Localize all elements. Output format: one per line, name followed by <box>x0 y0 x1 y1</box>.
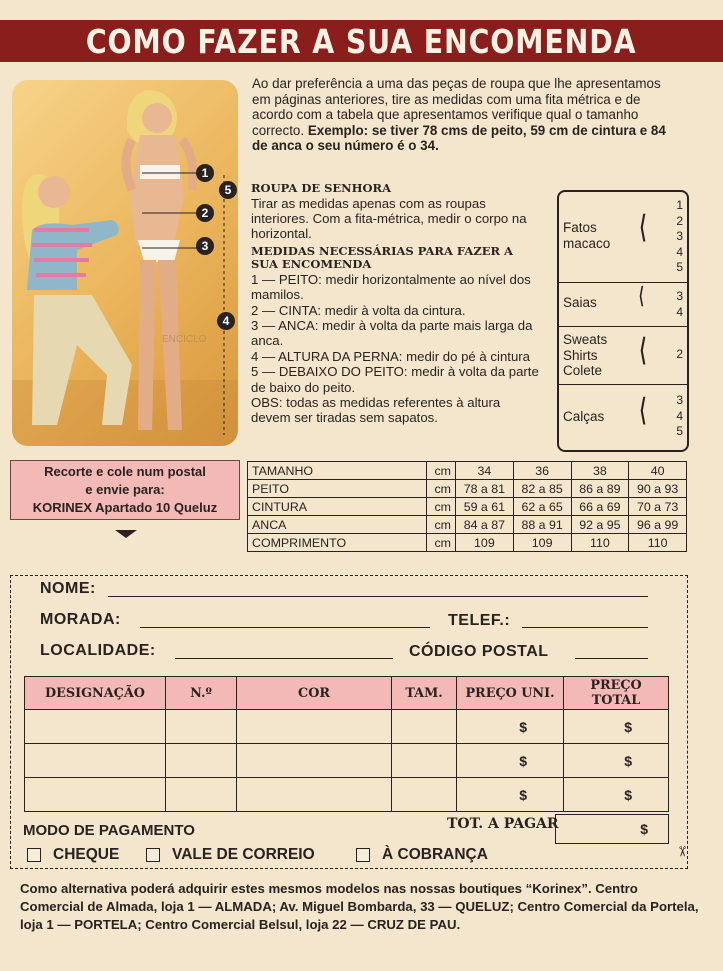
table-cell: 84 a 87 <box>456 516 514 534</box>
table-cell: ANCA <box>248 516 427 534</box>
table-cell: 88 a 91 <box>513 516 571 534</box>
table-cell: 36 <box>513 462 571 480</box>
preco-uni-cell[interactable]: $ <box>457 744 564 778</box>
item-cinta: 2 — CINTA: medir à volta da cintura. <box>251 302 466 318</box>
localidade-label: LOCALIDADE: <box>40 642 156 659</box>
numero-cell[interactable] <box>166 710 237 744</box>
order-header-row <box>25 677 669 710</box>
watermark: ENCICLO <box>162 334 207 345</box>
size-guide-box <box>557 190 689 452</box>
table-cell: 82 a 85 <box>513 480 571 498</box>
tam-cell[interactable] <box>392 778 457 812</box>
payment-option-cobranca[interactable] <box>356 846 488 864</box>
item-peito: 1 — PEITO: medir horizontalmente ao nível dos mamilos. <box>251 271 531 303</box>
table-row <box>25 778 669 812</box>
scissors-icon: ✂ <box>674 845 691 858</box>
intro-example: Exemplo: se tiver 78 cms de peito, 59 cm de cintura e 84 de anca o seu número é o 34. <box>252 122 666 154</box>
table-row <box>248 480 687 498</box>
instructions <box>251 182 543 426</box>
marker-2: 2 <box>201 206 209 220</box>
mail-line-2: e envie para: <box>85 482 165 497</box>
table-row <box>248 516 687 534</box>
morada-field[interactable] <box>140 627 430 628</box>
marker-1: 1 <box>201 166 209 180</box>
column-numero: N.º <box>166 677 237 710</box>
tam-cell[interactable] <box>392 710 457 744</box>
tam-cell[interactable] <box>392 744 457 778</box>
size-number: 3 <box>676 229 683 243</box>
table-cell: 66 a 69 <box>571 498 629 516</box>
size-label: Shirts <box>563 347 598 363</box>
table-cell: 78 a 81 <box>456 480 514 498</box>
designacao-cell[interactable] <box>25 744 166 778</box>
order-table <box>24 676 669 812</box>
column-cor: COR <box>237 677 392 710</box>
marker-5: 5 <box>224 183 232 197</box>
mail-instructions-box <box>10 460 240 520</box>
table-cell: 38 <box>571 462 629 480</box>
total-field[interactable] <box>555 814 669 844</box>
size-label: macaco <box>563 235 611 251</box>
table-cell: TAMANHO <box>248 462 427 480</box>
size-number: 3 <box>676 393 683 407</box>
preco-total-cell[interactable]: $ <box>564 710 669 744</box>
codigo-postal-field[interactable] <box>575 658 648 659</box>
table-cell: 90 a 93 <box>629 480 687 498</box>
table-cell: CINTURA <box>248 498 427 516</box>
table-cell: 110 <box>629 534 687 552</box>
table-row <box>248 534 687 552</box>
table-row <box>248 498 687 516</box>
table-cell: 86 a 89 <box>571 480 629 498</box>
numero-cell[interactable] <box>166 778 237 812</box>
option-label: À COBRANÇA <box>382 846 488 863</box>
page-title: COMO FAZER A SUA ENCOMENDA <box>86 21 637 61</box>
table-cell: 109 <box>456 534 514 552</box>
column-designacao: DESIGNAÇÃO <box>25 677 166 710</box>
table-cell: 62 a 65 <box>513 498 571 516</box>
size-label: Saias <box>563 295 597 310</box>
table-header-row <box>248 462 687 480</box>
intro-body: Ao dar preferência a uma das peças de roupa que lhe apresentamos em páginas anteriores, tire as medidas com uma fita métrica e de acordo com a tabela que apresentamos verifique qual o tamanho correcto. <box>252 76 661 138</box>
obs-text: OBS: todas as medidas referentes à altura devem ser tiradas sem sapatos. <box>251 394 501 426</box>
cor-cell[interactable] <box>237 778 392 812</box>
size-guide-saias <box>559 282 687 327</box>
arrow-down-icon <box>115 530 137 538</box>
table-cell: 110 <box>571 534 629 552</box>
size-guide-calcas <box>559 384 687 449</box>
item-debaixo-peito: 5 — DEBAIXO DO PEITO: medir à volta da parte de baixo do peito. <box>251 364 539 395</box>
size-label: Sweats <box>563 332 608 347</box>
size-number: 4 <box>676 304 683 319</box>
heading-roupa-senhora: ROUPA DE SENHORA <box>251 181 392 195</box>
preco-total-cell[interactable]: $ <box>564 744 669 778</box>
size-guide-fatos <box>559 192 687 282</box>
codigo-postal-label: CÓDIGO POSTAL <box>409 643 549 660</box>
table-cell: 96 a 99 <box>629 516 687 534</box>
table-cell: cm <box>427 516 456 534</box>
checkbox[interactable] <box>356 848 370 862</box>
table-row <box>25 710 669 744</box>
table-cell: COMPRIMENTO <box>248 534 427 552</box>
designacao-cell[interactable] <box>25 710 166 744</box>
column-preco-uni: PREÇO UNI. <box>457 677 564 710</box>
table-cell: 34 <box>456 462 514 480</box>
size-number: 1 <box>676 198 683 212</box>
bracket-icon: ⟨ <box>638 283 644 308</box>
size-label: Fatos <box>563 220 597 235</box>
checkbox[interactable] <box>27 848 41 862</box>
payment-label: MODO DE PAGAMENTO <box>23 822 195 839</box>
table-cell: 40 <box>629 462 687 480</box>
models-illustration <box>12 80 238 446</box>
item-altura-perna: 4 — ALTURA DA PERNA: medir do pé à cintura <box>251 348 531 364</box>
total-label: TOT. A PAGAR <box>447 816 559 832</box>
preco-uni-cell[interactable]: $ <box>457 710 564 744</box>
preco-total-cell[interactable]: $ <box>564 778 669 812</box>
option-label: CHEQUE <box>53 846 120 863</box>
size-number: 2 <box>676 347 683 361</box>
size-number: 4 <box>676 408 683 423</box>
title-banner <box>0 20 723 62</box>
numero-cell[interactable] <box>166 744 237 778</box>
total-currency: $ <box>640 821 648 837</box>
designacao-cell[interactable] <box>25 778 166 812</box>
size-guide-sweats <box>559 326 687 385</box>
marker-4: 4 <box>222 314 230 328</box>
size-number: 2 <box>676 213 683 228</box>
table-cell: cm <box>427 498 456 516</box>
payment-option-cheque[interactable] <box>27 846 119 864</box>
localidade-field[interactable] <box>175 658 393 659</box>
bracket-icon: ⟨ <box>639 394 647 427</box>
preco-uni-cell[interactable]: $ <box>457 778 564 812</box>
table-cell: cm <box>427 480 456 498</box>
item-anca: 3 — ANCA: medir à volta da parte mais larga da anca. <box>251 317 533 349</box>
checkbox[interactable] <box>146 848 160 862</box>
option-label: VALE DE CORREIO <box>172 846 315 863</box>
cor-cell[interactable] <box>237 744 392 778</box>
size-number: 3 <box>676 289 683 303</box>
telef-label: TELEF.: <box>448 612 511 629</box>
payment-option-vale[interactable] <box>146 846 315 864</box>
size-number: 4 <box>676 244 683 259</box>
nome-label: NOME: <box>40 580 96 597</box>
bracket-icon: ⟨ <box>639 211 647 244</box>
table-cell: PEITO <box>248 480 427 498</box>
cor-cell[interactable] <box>237 710 392 744</box>
size-number: 5 <box>676 424 683 438</box>
mail-line-3: KORINEX Apartado 10 Queluz <box>32 500 218 515</box>
mail-line-1: Recorte e cole num postal <box>44 464 206 479</box>
column-tam: TAM. <box>392 677 457 710</box>
morada-label: MORADA: <box>40 611 121 628</box>
size-label: Calças <box>563 409 605 424</box>
bracket-icon: ⟨ <box>639 334 647 367</box>
size-number: 5 <box>676 260 683 274</box>
marker-3: 3 <box>201 239 209 253</box>
table-cell: cm <box>427 534 456 552</box>
footer-text: Como alternativa poderá adquirir estes mesmos modelos nas nossas boutiques “Korinex”. Centro Comercial de Almada, loja 1 — ALMADA; Av. Miguel Bombarda, 33 — QUELUZ; Centro Comercial da Portela, loja 1 — PORTELA; Centro Comercial Belsul, loja 22 — CRUZ DE PAU. <box>20 881 699 932</box>
heading-medidas: MEDIDAS NECESSÁRIAS PARA FAZER A SUA ENCOMENDA <box>251 243 513 272</box>
intro-text <box>252 76 674 154</box>
table-row <box>25 744 669 778</box>
para-roupa-senhora: Tirar as medidas apenas com as roupas interiores. Com a fita-métrica, medir o corpo na horizontal. <box>251 195 527 242</box>
column-preco-total: PREÇO TOTAL <box>564 677 669 710</box>
table-cell: cm <box>427 462 456 480</box>
measurements-table <box>247 461 687 552</box>
table-cell: 109 <box>513 534 571 552</box>
telef-field[interactable] <box>522 627 648 628</box>
table-cell: 70 a 73 <box>629 498 687 516</box>
models-photo <box>12 80 238 446</box>
table-cell: 59 a 61 <box>456 498 514 516</box>
table-cell: 92 a 95 <box>571 516 629 534</box>
nome-field[interactable] <box>108 596 648 597</box>
size-label: Colete <box>563 363 603 378</box>
